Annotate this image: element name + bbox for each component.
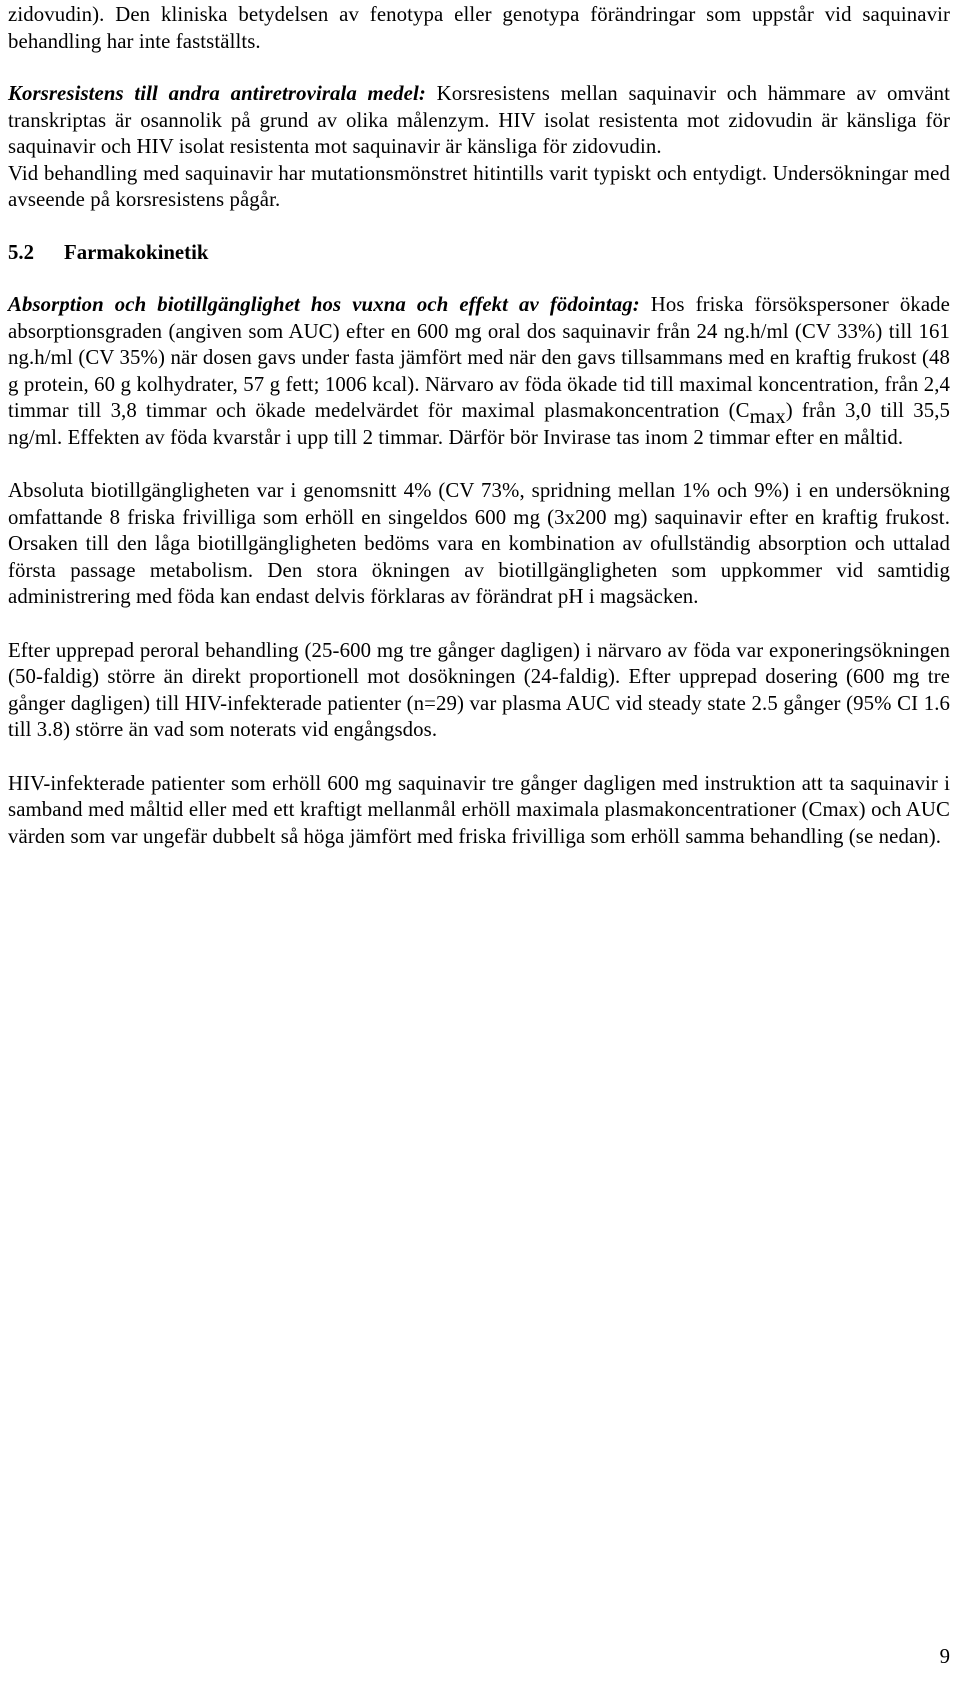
section-heading: [8, 240, 950, 267]
cross-resistance-heading: Korsresistens till andra antiretrovirala medel:: [8, 82, 426, 105]
absorption-text-1: Hos friska försökspersoner ökade absorptionsgraden (angiven som AUC) efter en 600 mg oral dos saquinavir från 24 ng.h/ml (CV 33%) till 161 ng.h/ml (CV 35%) när dosen gavs under fasta jämfört med när den gavs tillsammans med en kraftig frukost (48 g protein, 60 g kolhydrater, 57 g fett; 1006 kcal). Närvaro av föda ökade tid till maximal koncentration, från 2,4 timmar till 3,8 timmar och ökade medelvärdet för maximal plasmakoncentration (C: [8, 293, 950, 422]
paragraph-bioavailability: Absoluta biotillgängligheten var i genomsnitt 4% (CV 73%, spridning mellan 1% och 9%) i en undersökning omfattande 8 friska frivilliga som erhöll en singeldos 600 mg (3x200 mg) saquinavir efter en kraftig frukost. Orsaken till den låga biotillgängligheten bedöms vara en kombination av ofullständig absorption och uttalad första passage metabolism. Den stora ökningen av biotillgängligheten som uppkommer vid samtidig administrering med föda kan endast delvis förklaras av förändrat pH i magsäcken.: [8, 479, 950, 608]
paragraph-repeated-dosing: Efter upprepad peroral behandling (25-600 mg tre gånger dagligen) i närvaro av föda var exponeringsökningen (50-faldig) större än direkt proportionell mot dosökningen (24-faldig). Efter upprepad dosering (600 mg tre gånger dagligen) till HIV-infekterade patienter (n=29) var plasma AUC vid steady state 2.5 gånger (95% CI 1.6 till 3.8) större än vad som noterats vid engångsdos.: [8, 638, 950, 741]
section-number: 5.2: [8, 240, 34, 264]
paragraph-mutation-pattern: Vid behandling med saquinavir har mutationsmönstret hitintills varit typiskt och entydigt. Undersökningar med avseende på korsresistens pågår.: [8, 161, 950, 211]
document-page: [8, 0, 950, 850]
cross-resistance-text: Korsresistens mellan saquinavir och hämmare av omvänt transkriptas är osannolik på grund av olika målenzym. HIV isolat resistenta mot zidovudin är känsliga för saquinavir och HIV isolat resistenta mot saquinavir är känsliga för zidovudin.: [8, 82, 950, 158]
section-title: Farmakokinetik: [64, 240, 209, 264]
paragraph-cross-resistance: [8, 81, 950, 161]
paragraph-absorption: [8, 292, 950, 451]
absorption-text-2: ) från 3,0 till 35,5 ng/ml. Effekten av föda kvarstår i upp till 2 timmar. Därför bör Invirase tas inom 2 timmar efter en måltid.: [8, 399, 950, 449]
paragraph-resistance-continued: zidovudin). Den kliniska betydelsen av fenotypa eller genotypa förändringar som uppstår vid saquinavir behandling har inte fastställts.: [8, 3, 950, 53]
absorption-heading: Absorption och biotillgänglighet hos vuxna och effekt av födointag:: [8, 293, 640, 316]
paragraph-hiv-patients: HIV-infekterade patienter som erhöll 600 mg saquinavir tre gånger dagligen med instruktion att ta saquinavir i samband med måltid eller med ett kraftigt mellanmål erhöll maximala plasmakoncentrationer (Cmax) och AUC värden som var ungefär dubbelt så höga jämfört med friska frivilliga som erhöll samma behandling (se nedan).: [8, 771, 950, 848]
page-number: 9: [939, 1645, 950, 1668]
cmax-subscript: max: [749, 405, 786, 428]
